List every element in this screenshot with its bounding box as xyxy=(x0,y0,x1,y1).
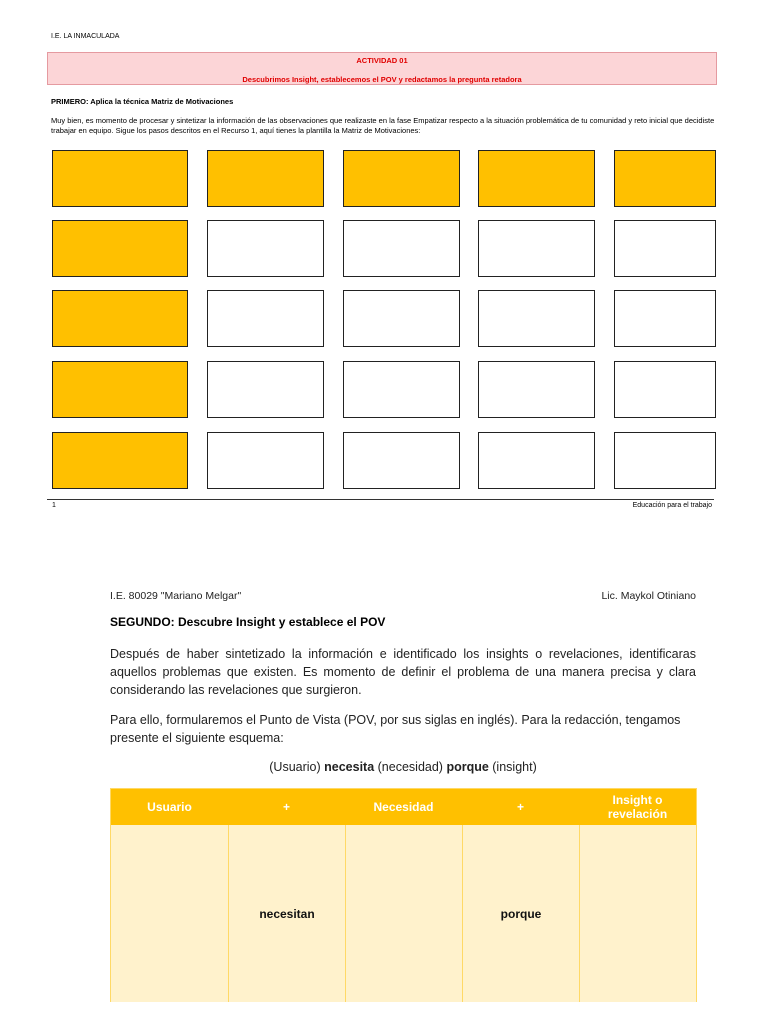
matrix-cell xyxy=(343,361,460,418)
formula-part: (necesidad) xyxy=(374,760,447,774)
table-header: + xyxy=(462,789,579,825)
table-cell: necesitan xyxy=(229,825,346,1002)
matrix-header-cell xyxy=(478,150,595,207)
footer-divider xyxy=(47,499,714,500)
page-number: 1 xyxy=(52,502,56,509)
matrix-cell xyxy=(343,220,460,277)
matrix-cell xyxy=(478,361,595,418)
matrix-cell xyxy=(478,290,595,347)
formula-part: (insight) xyxy=(488,760,537,774)
matrix-cell xyxy=(614,432,716,489)
pov-formula xyxy=(110,760,696,774)
matrix-header-cell xyxy=(52,290,188,347)
matrix-header-cell xyxy=(343,150,460,207)
matrix-cell xyxy=(478,220,595,277)
matrix-cell xyxy=(207,290,324,347)
matrix-cell xyxy=(343,432,460,489)
table-cell xyxy=(111,825,229,1002)
matrix-header-cell xyxy=(52,432,188,489)
formula-keyword: necesita xyxy=(324,760,375,774)
table-cell xyxy=(580,825,696,1002)
table-cell: porque xyxy=(463,825,580,1002)
matrix-header-cell xyxy=(52,150,188,207)
section-heading-segundo: SEGUNDO: Descubre Insight y establece el POV xyxy=(110,615,386,629)
matrix-header-cell xyxy=(52,220,188,277)
paragraph-pov: Para ello, formularemos el Punto de Vista (POV, por sus siglas en inglés). Para la redacción, tengamos presente el siguiente esquema: xyxy=(110,713,681,745)
matrix-header-cell xyxy=(207,150,324,207)
activity-banner xyxy=(47,52,717,85)
matrix-header-cell xyxy=(614,150,716,207)
matrix-cell xyxy=(343,290,460,347)
table-cell xyxy=(346,825,463,1002)
formula-keyword: porque xyxy=(446,760,489,774)
footer-subject: Educación para el trabajo xyxy=(632,502,712,509)
school-name: I.E. 80029 "Mariano Melgar" xyxy=(110,590,242,602)
school-header: I.E. LA INMACULADA xyxy=(51,33,120,40)
matrix-cell xyxy=(207,432,324,489)
pov-table xyxy=(110,788,697,1002)
table-header: Necesidad xyxy=(345,789,462,825)
section-heading-primero: PRIMERO: Aplica la técnica Matriz de Motivaciones xyxy=(51,97,234,106)
table-header: + xyxy=(228,789,345,825)
activity-title: ACTIVIDAD 01 xyxy=(356,56,408,65)
table-header: Usuario xyxy=(111,789,228,825)
matrix-cell xyxy=(207,220,324,277)
matrix-cell xyxy=(614,361,716,418)
matrix-cell xyxy=(478,432,595,489)
table-header: Insight o revelación xyxy=(579,789,696,825)
paragraph-insights: Después de haber sintetizado la información e identificado los insights o revelaciones, identificaras aquellos problemas que existen. Es momento de definir el problema de una manera precisa y clara considerando las revelaciones que surgieron. xyxy=(110,647,696,697)
formula-part: (Usuario) xyxy=(269,760,325,774)
activity-subtitle: Descubrimos Insight, establecemos el POV y redactamos la pregunta retadora xyxy=(242,75,522,84)
matrix-cell xyxy=(614,290,716,347)
matrix-cell xyxy=(207,361,324,418)
author-name: Lic. Maykol Otiniano xyxy=(601,590,696,602)
matrix-header-cell xyxy=(52,361,188,418)
instructions-paragraph: Muy bien, es momento de procesar y sintetizar la información de las observaciones que realizaste en la fase Empatizar respecto a la situación problemática de tu comunidad y reto inicial que decidiste trabajar en equipo. Sigue los pasos descritos en el Recurso 1, aquí tienes la plantilla la Matriz de Motivaciones: xyxy=(51,116,715,135)
matrix-cell xyxy=(614,220,716,277)
